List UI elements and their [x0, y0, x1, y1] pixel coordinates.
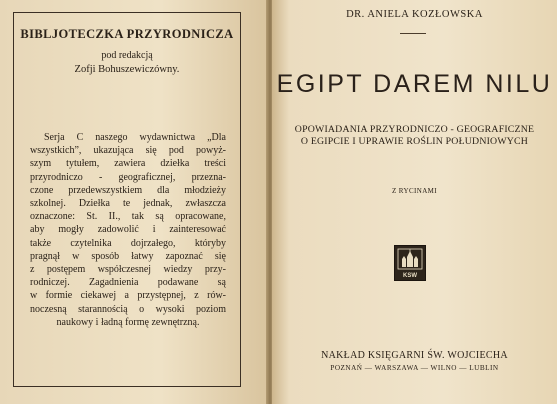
series-description [30, 131, 226, 329]
author-name: DR. ANIELA KOZŁOWSKA [346, 9, 483, 20]
description-line: szkolnej. Dziełka te jednak, zwłaszcza [30, 198, 226, 210]
book-title: EGIPT DAREM NILU [276, 70, 553, 98]
description-line: noczesną starannością o wysoki poziom [30, 303, 226, 315]
logo-monogram: KSW [403, 273, 417, 279]
series-info-frame [13, 12, 241, 387]
publisher-logo [394, 245, 426, 281]
subtitle-line: O EGIPCIE I UPRAWIE ROŚLIN POŁUDNIOWYCH [300, 136, 529, 147]
description-line: czone przedewszystkiem dla młodzieży [30, 184, 226, 196]
description-line: pragnął w sposób łatwy zapoznać się [30, 250, 226, 262]
right-page [272, 0, 557, 404]
description-line: aby mogły zadowolić i zainteresować [30, 224, 226, 236]
illustrations-note: Z RYCINAMI [391, 187, 438, 195]
editor-name: Zofji Bohuszewiczówny. [74, 64, 180, 75]
publisher-cities: POZNAŃ — WARSZAWA — WILNO — LUBLIN [330, 364, 499, 372]
publisher-name: NAKŁAD KSIĘGARNI ŚW. WOJCIECHA [321, 350, 508, 361]
description-line: rodniczej. Zagadnienia podawane są [30, 277, 226, 289]
description-line: z postępem współczesnej wiedzy przy- [30, 264, 226, 276]
editor-line: pod redakcją [101, 50, 153, 61]
description-line: także czytelnika dojrzałego, któryby [30, 237, 226, 249]
divider-rule [400, 33, 426, 34]
description-line: Serja C naszego wydawnictwa „Dla [44, 132, 226, 143]
description-line: wszystkich”, ukazująca się pod powyż- [30, 145, 226, 157]
description-line: w formie ciekawej a przystępnej, z rów- [30, 290, 226, 302]
left-page [0, 0, 268, 404]
series-title: BIBLJOTECZKA PRZYRODNICZA [20, 27, 234, 41]
description-line: szym tytułem, zawiera dziełka treści [30, 158, 226, 170]
description-line: przyrodniczo - geograficznej, przezna- [30, 171, 226, 183]
subtitle-line: OPOWIADANIA PRZYRODNICZO - GEOGRAFICZNE [294, 124, 535, 135]
description-line: naukowy i ładną formę zewnętrzną. [56, 316, 200, 328]
description-line: oznaczone: St. II., tak są opracowane, [30, 211, 226, 223]
